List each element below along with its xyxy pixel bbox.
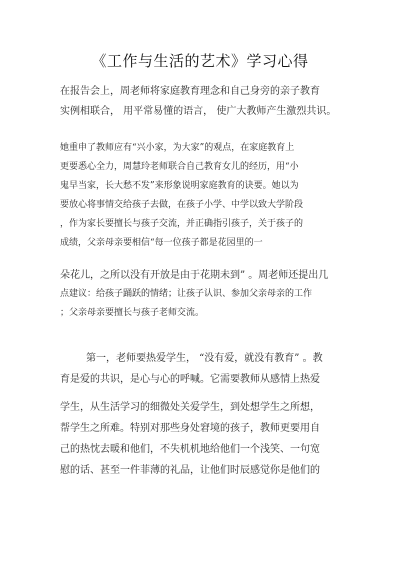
paragraph-line: 帮学生之所难。特别对那些身处窘境的孩子，教师更要用自 — [60, 423, 320, 434]
paragraph-line: 己的热忱去暖和他们，不失机机地给他们一个浅笑、一句宽 — [60, 444, 320, 455]
paragraph-line: 第一，老师要热爱学生， “没有爱，就没有教育” 。教 — [86, 353, 323, 364]
paragraph-line: 鬼早当家，长大愁不发”来形象说明家庭教育的诀要。她以为 — [60, 181, 299, 191]
paragraph-line: 她重申了教师应有“兴小家，为大家”的观点，在家庭教育上 — [60, 143, 295, 153]
paragraph-line: 学生，从生活学习的细微处关爱学生，到处想学生之所想， — [60, 402, 320, 413]
paragraph-line: 成绩，父亲母亲要相信“每一位孩子都是花园里的一 — [60, 238, 263, 248]
paragraph-line: 实例相联合， 用平常易懂的语言， 使广大教师产生激烈共识。 — [60, 106, 337, 117]
paragraph-line: 朵花儿，之所以没有开放是由于花期未到” 。周老师还提出几 — [60, 270, 329, 281]
paragraph-line: 点建议：给孩子踊跃的情绪；让孩子认识、参加父亲母亲的工作 — [60, 289, 313, 299]
paragraph-line: 育是爱的共识，是心与心的呼喊。它需要教师从感情上热爱 — [60, 374, 320, 385]
document-title: 《工作与生活的艺术》学习心得 — [91, 52, 309, 70]
paragraph-line: 更要悉心全力，周慧玲老师联合自己教育女儿的经历，用“小 — [60, 162, 299, 172]
paragraph-line: 在报告会上，周老师将家庭教育理念和自己身旁的亲子教育 — [60, 86, 320, 97]
paragraph-line: ；父亲母亲要擅长与孩子老师交流。 — [60, 308, 205, 318]
paragraph-line: ，作为家长要擅长与孩子交流，并正确指引孩子，关于孩子的 — [60, 219, 304, 229]
paragraph-line: 要放心将事情交给孩子去做，在孩子小学、中学以致大学阶段 — [60, 200, 304, 210]
paragraph-line: 慰的话、甚至一件菲薄的礼品，让他们时辰感觉你是他们的 — [60, 465, 320, 476]
